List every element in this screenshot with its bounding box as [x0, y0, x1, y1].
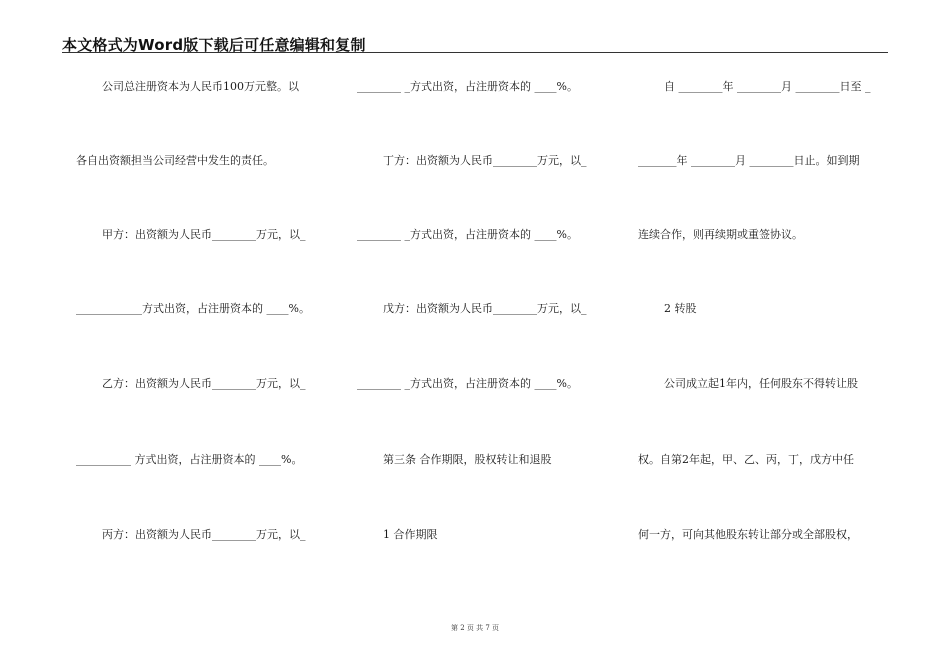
text-line: 丁方：出资额为人民币________万元，以_	[383, 154, 587, 167]
text-line: 自 ________年 ________月 ________日至 _	[664, 80, 871, 93]
document-header-title: 本文格式为Word版下载后可任意编辑和复制	[62, 36, 366, 54]
text-line: ________ _方式出资，占注册资本的 ____%。	[357, 228, 578, 241]
text-line: 公司总注册资本为人民币100万元整。以	[102, 80, 299, 93]
text-line: 公司成立起1年内，任何股东不得转让股	[664, 377, 858, 390]
text-line: __________ 方式出资，占注册资本的 ____%。	[76, 453, 303, 466]
subsection-heading: 2 转股	[664, 302, 697, 315]
text-line: 连续合作，则再续期或重签协议。	[638, 228, 803, 241]
text-line: ________ _方式出资，占注册资本的 ____%。	[357, 80, 578, 93]
section-heading: 第三条 合作期限，股权转让和退股	[383, 453, 552, 466]
text-column-3	[638, 0, 888, 672]
text-column-1	[76, 0, 326, 672]
page-number-footer: 第 2 页 共 7 页	[450, 624, 500, 632]
text-line: 甲方：出资额为人民币________万元，以_	[102, 228, 306, 241]
text-line: 权。自第2年起，甲、乙、丙，丁，戊方中任	[638, 453, 854, 466]
text-line: 何一方，可向其他股东转让部分或全部股权，	[638, 528, 858, 541]
text-line: 各自出资额担当公司经营中发生的责任。	[76, 154, 274, 167]
text-line: ________ _方式出资，占注册资本的 ____%。	[357, 377, 578, 390]
text-line: _______年 ________月 ________日止。如到期	[638, 154, 860, 167]
text-line: 戊方：出资额为人民币________万元，以_	[383, 302, 587, 315]
text-line: 乙方：出资额为人民币________万元，以_	[102, 377, 306, 390]
text-line: 丙方：出资额为人民币________万元，以_	[102, 528, 306, 541]
text-line: ____________方式出资，占注册资本的 ____%。	[76, 302, 310, 315]
subsection-heading: 1 合作期限	[383, 528, 438, 541]
text-column-2	[357, 0, 607, 672]
